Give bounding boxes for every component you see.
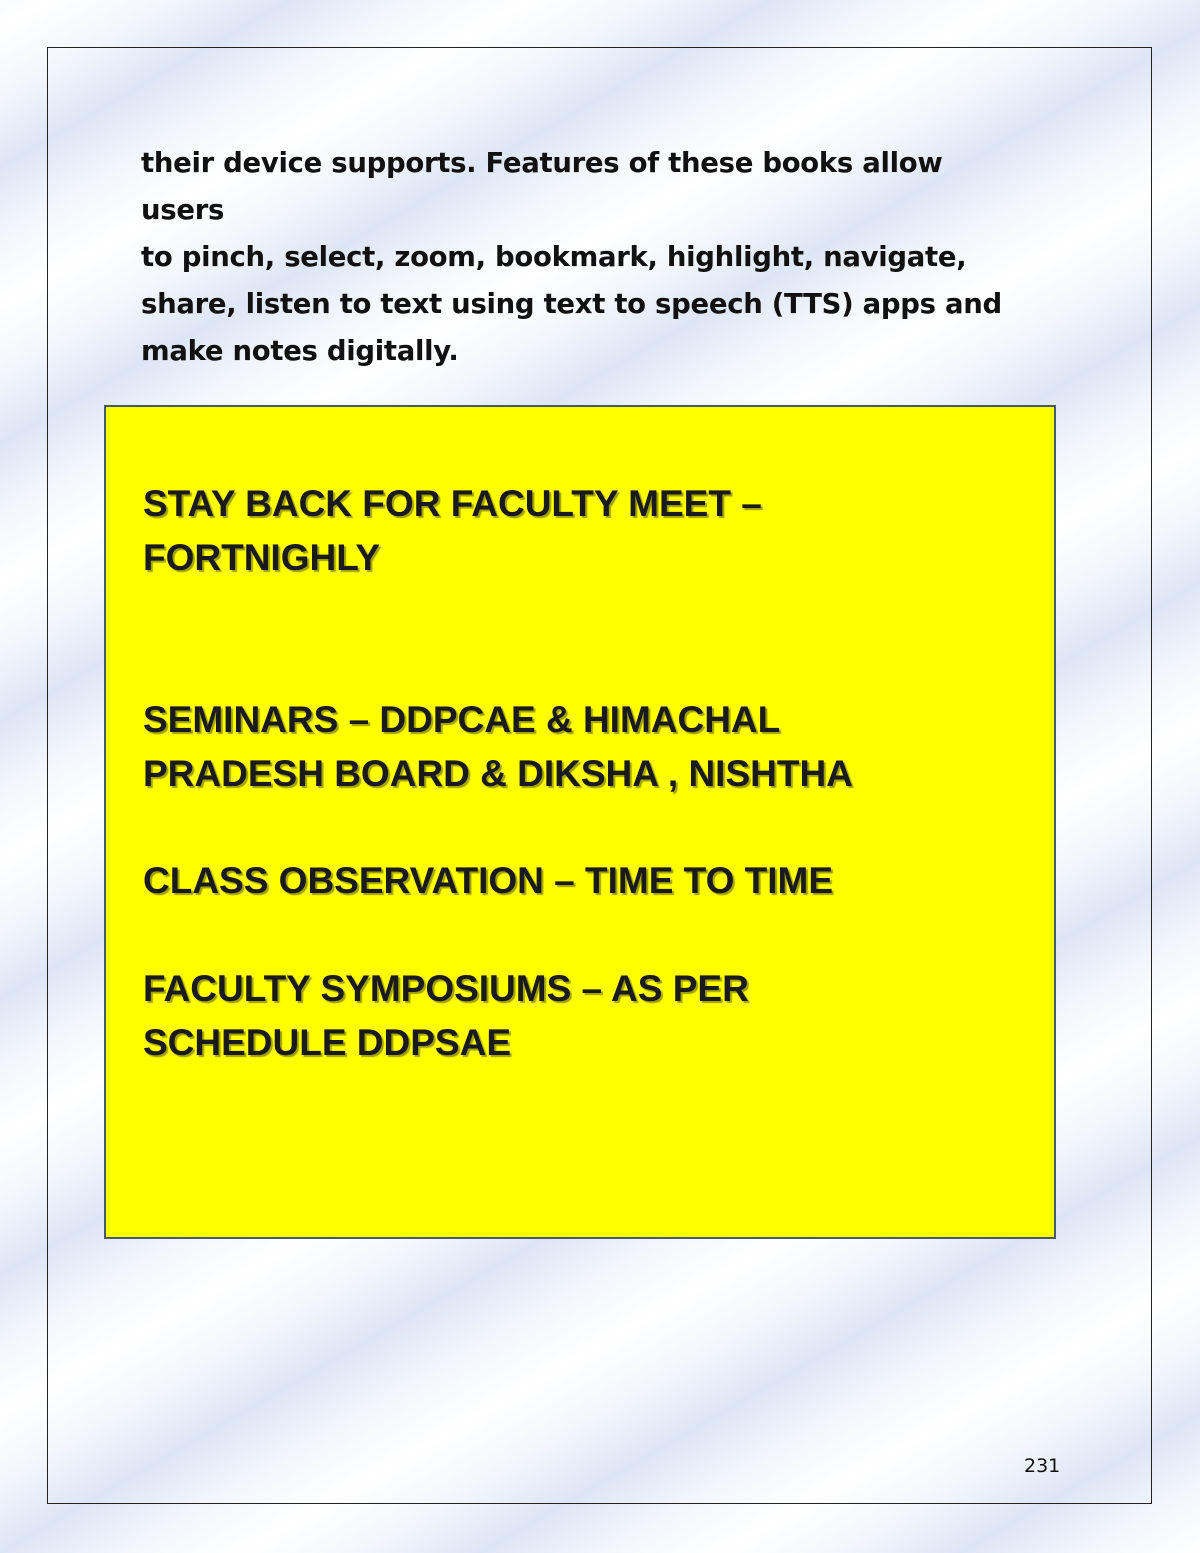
item-line: STAY BACK FOR FACULTY MEET –: [143, 483, 762, 524]
intro-paragraph: [141, 140, 1021, 375]
highlight-box: [104, 405, 1056, 1239]
paragraph-line: make notes digitally.: [141, 335, 459, 367]
faculty-meet-item: [143, 477, 762, 585]
faculty-symposiums-item: [143, 962, 749, 1070]
item-line: SEMINARS – DDPCAE & HIMACHAL: [143, 699, 781, 740]
seminars-item: [143, 693, 853, 801]
paragraph-line: their device supports. Features of these books allow users: [141, 147, 943, 226]
paragraph-line: share, listen to text using text to speech (TTS) apps and: [141, 288, 1002, 320]
item-line: PRADESH BOARD & DIKSHA , NISHTHA: [143, 753, 853, 794]
paragraph-line: to pinch, select, zoom, bookmark, highlight, navigate,: [141, 241, 967, 273]
item-line: SCHEDULE DDPSAE: [143, 1022, 511, 1063]
item-line: FACULTY SYMPOSIUMS – AS PER: [143, 968, 749, 1009]
item-line: CLASS OBSERVATION – TIME TO TIME: [143, 860, 834, 901]
class-observation-item: [143, 854, 833, 908]
page-number: 231: [1024, 1455, 1061, 1477]
item-line: FORTNIGHLY: [143, 537, 381, 578]
